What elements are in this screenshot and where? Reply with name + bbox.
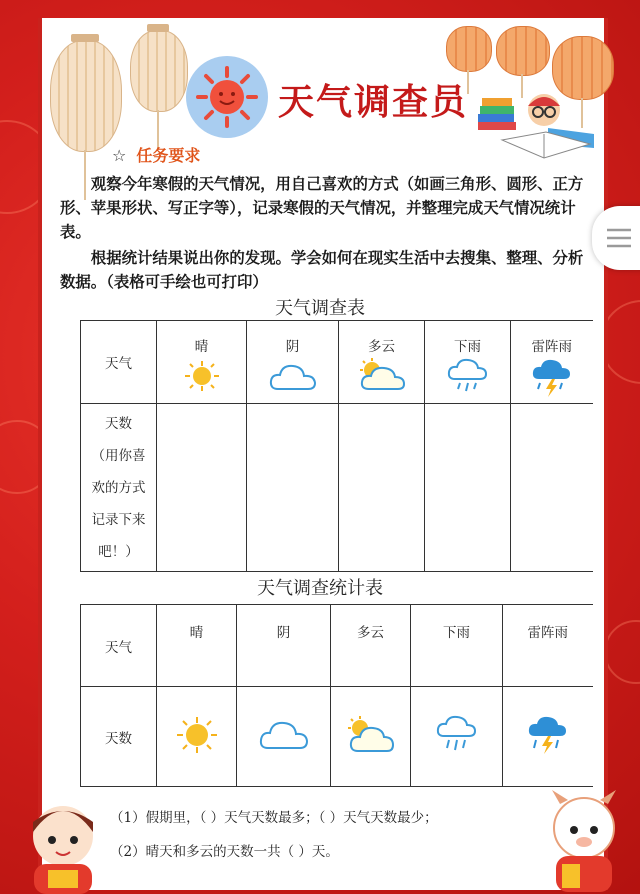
column-label: 下雨 <box>411 605 503 687</box>
row-header-days <box>81 404 157 572</box>
question-1: （1）假期里，（ ）天气天数最多；（ ）天气天数最少； <box>110 810 438 826</box>
empty-record-cell[interactable] <box>339 404 425 572</box>
sun-icon <box>175 715 219 755</box>
weather-statistics-table <box>80 604 593 787</box>
row-header-line: （用你喜 <box>91 447 146 464</box>
column-label: 晴 <box>194 339 209 355</box>
table1-title: 天气调查表 <box>275 298 365 319</box>
star-icon: ☆ <box>112 146 127 165</box>
empty-record-cell[interactable] <box>511 404 593 572</box>
sun-badge-icon <box>186 56 268 138</box>
empty-record-cell[interactable] <box>247 404 339 572</box>
cloud-icon <box>268 361 318 393</box>
row-header-line: 记录下来 <box>91 511 146 528</box>
floating-menu-button[interactable] <box>592 206 640 270</box>
cartoon-mascot-illustration <box>528 786 640 894</box>
column-label: 多云 <box>368 339 395 355</box>
table-row <box>81 605 593 687</box>
weather-survey-table <box>80 320 593 572</box>
rain-icon <box>446 357 490 397</box>
page-title: 天气调查员 <box>278 82 469 123</box>
hamburger-menu-icon <box>604 223 634 253</box>
row-header-weather: 天气 <box>81 605 157 687</box>
column-label: 雷阵雨 <box>503 605 593 687</box>
count-cell[interactable] <box>411 687 503 787</box>
rain-icon <box>435 714 479 756</box>
thunderstorm-icon <box>530 357 574 397</box>
count-cell[interactable] <box>331 687 411 787</box>
sun-cloud-icon <box>357 357 407 393</box>
count-cell[interactable] <box>237 687 331 787</box>
task-heading <box>112 143 200 166</box>
lantern-icon <box>446 26 490 70</box>
question-2: （2）晴天和多云的天数一共（ ）天。 <box>110 844 339 860</box>
empty-record-cell[interactable] <box>425 404 511 572</box>
reading-boy-illustration <box>478 88 596 160</box>
row-header-weather: 天气 <box>81 321 157 404</box>
table2-title: 天气调查统计表 <box>257 578 383 599</box>
count-cell[interactable] <box>157 687 237 787</box>
sun-icon <box>182 359 222 393</box>
column-label: 晴 <box>157 605 237 687</box>
row-header-line: 欢的方式 <box>91 479 146 496</box>
count-cell[interactable] <box>503 687 593 787</box>
lantern-icon <box>496 26 548 74</box>
cloud-icon <box>258 718 310 752</box>
column-label: 多云 <box>331 605 411 687</box>
table-row <box>81 321 593 404</box>
table-row <box>81 404 593 572</box>
instruction-paragraph-1: 观察今年寒假的天气情况，用自己喜欢的方式（如画三角形、圆形、正方形、苹果形状、写正字等），记录寒假的天气情况，并整理完成天气情况统计表。 <box>60 175 584 241</box>
table-row <box>81 687 593 787</box>
sun-cloud-icon <box>346 715 396 755</box>
thunderstorm-icon <box>526 714 570 756</box>
instruction-paragraph-2: 根据统计结果说出你的发现。学会如何在现实生活中去搜集、整理、分析数据。（表格可手绘也可打印） <box>60 249 584 291</box>
background-swirl <box>604 620 640 684</box>
lantern-icon <box>50 40 120 150</box>
row-header-line: 吧！） <box>98 543 139 560</box>
column-label: 阴 <box>237 605 331 687</box>
cartoon-girl-illustration <box>8 796 118 894</box>
column-label: 下雨 <box>454 339 481 355</box>
lantern-icon <box>130 30 186 110</box>
column-label: 雷阵雨 <box>531 339 572 355</box>
column-label: 阴 <box>285 339 300 355</box>
row-header-line: 天数 <box>105 415 132 432</box>
task-heading-label: 任务要求 <box>136 146 201 165</box>
row-header-days: 天数 <box>81 687 157 787</box>
empty-record-cell[interactable] <box>157 404 247 572</box>
